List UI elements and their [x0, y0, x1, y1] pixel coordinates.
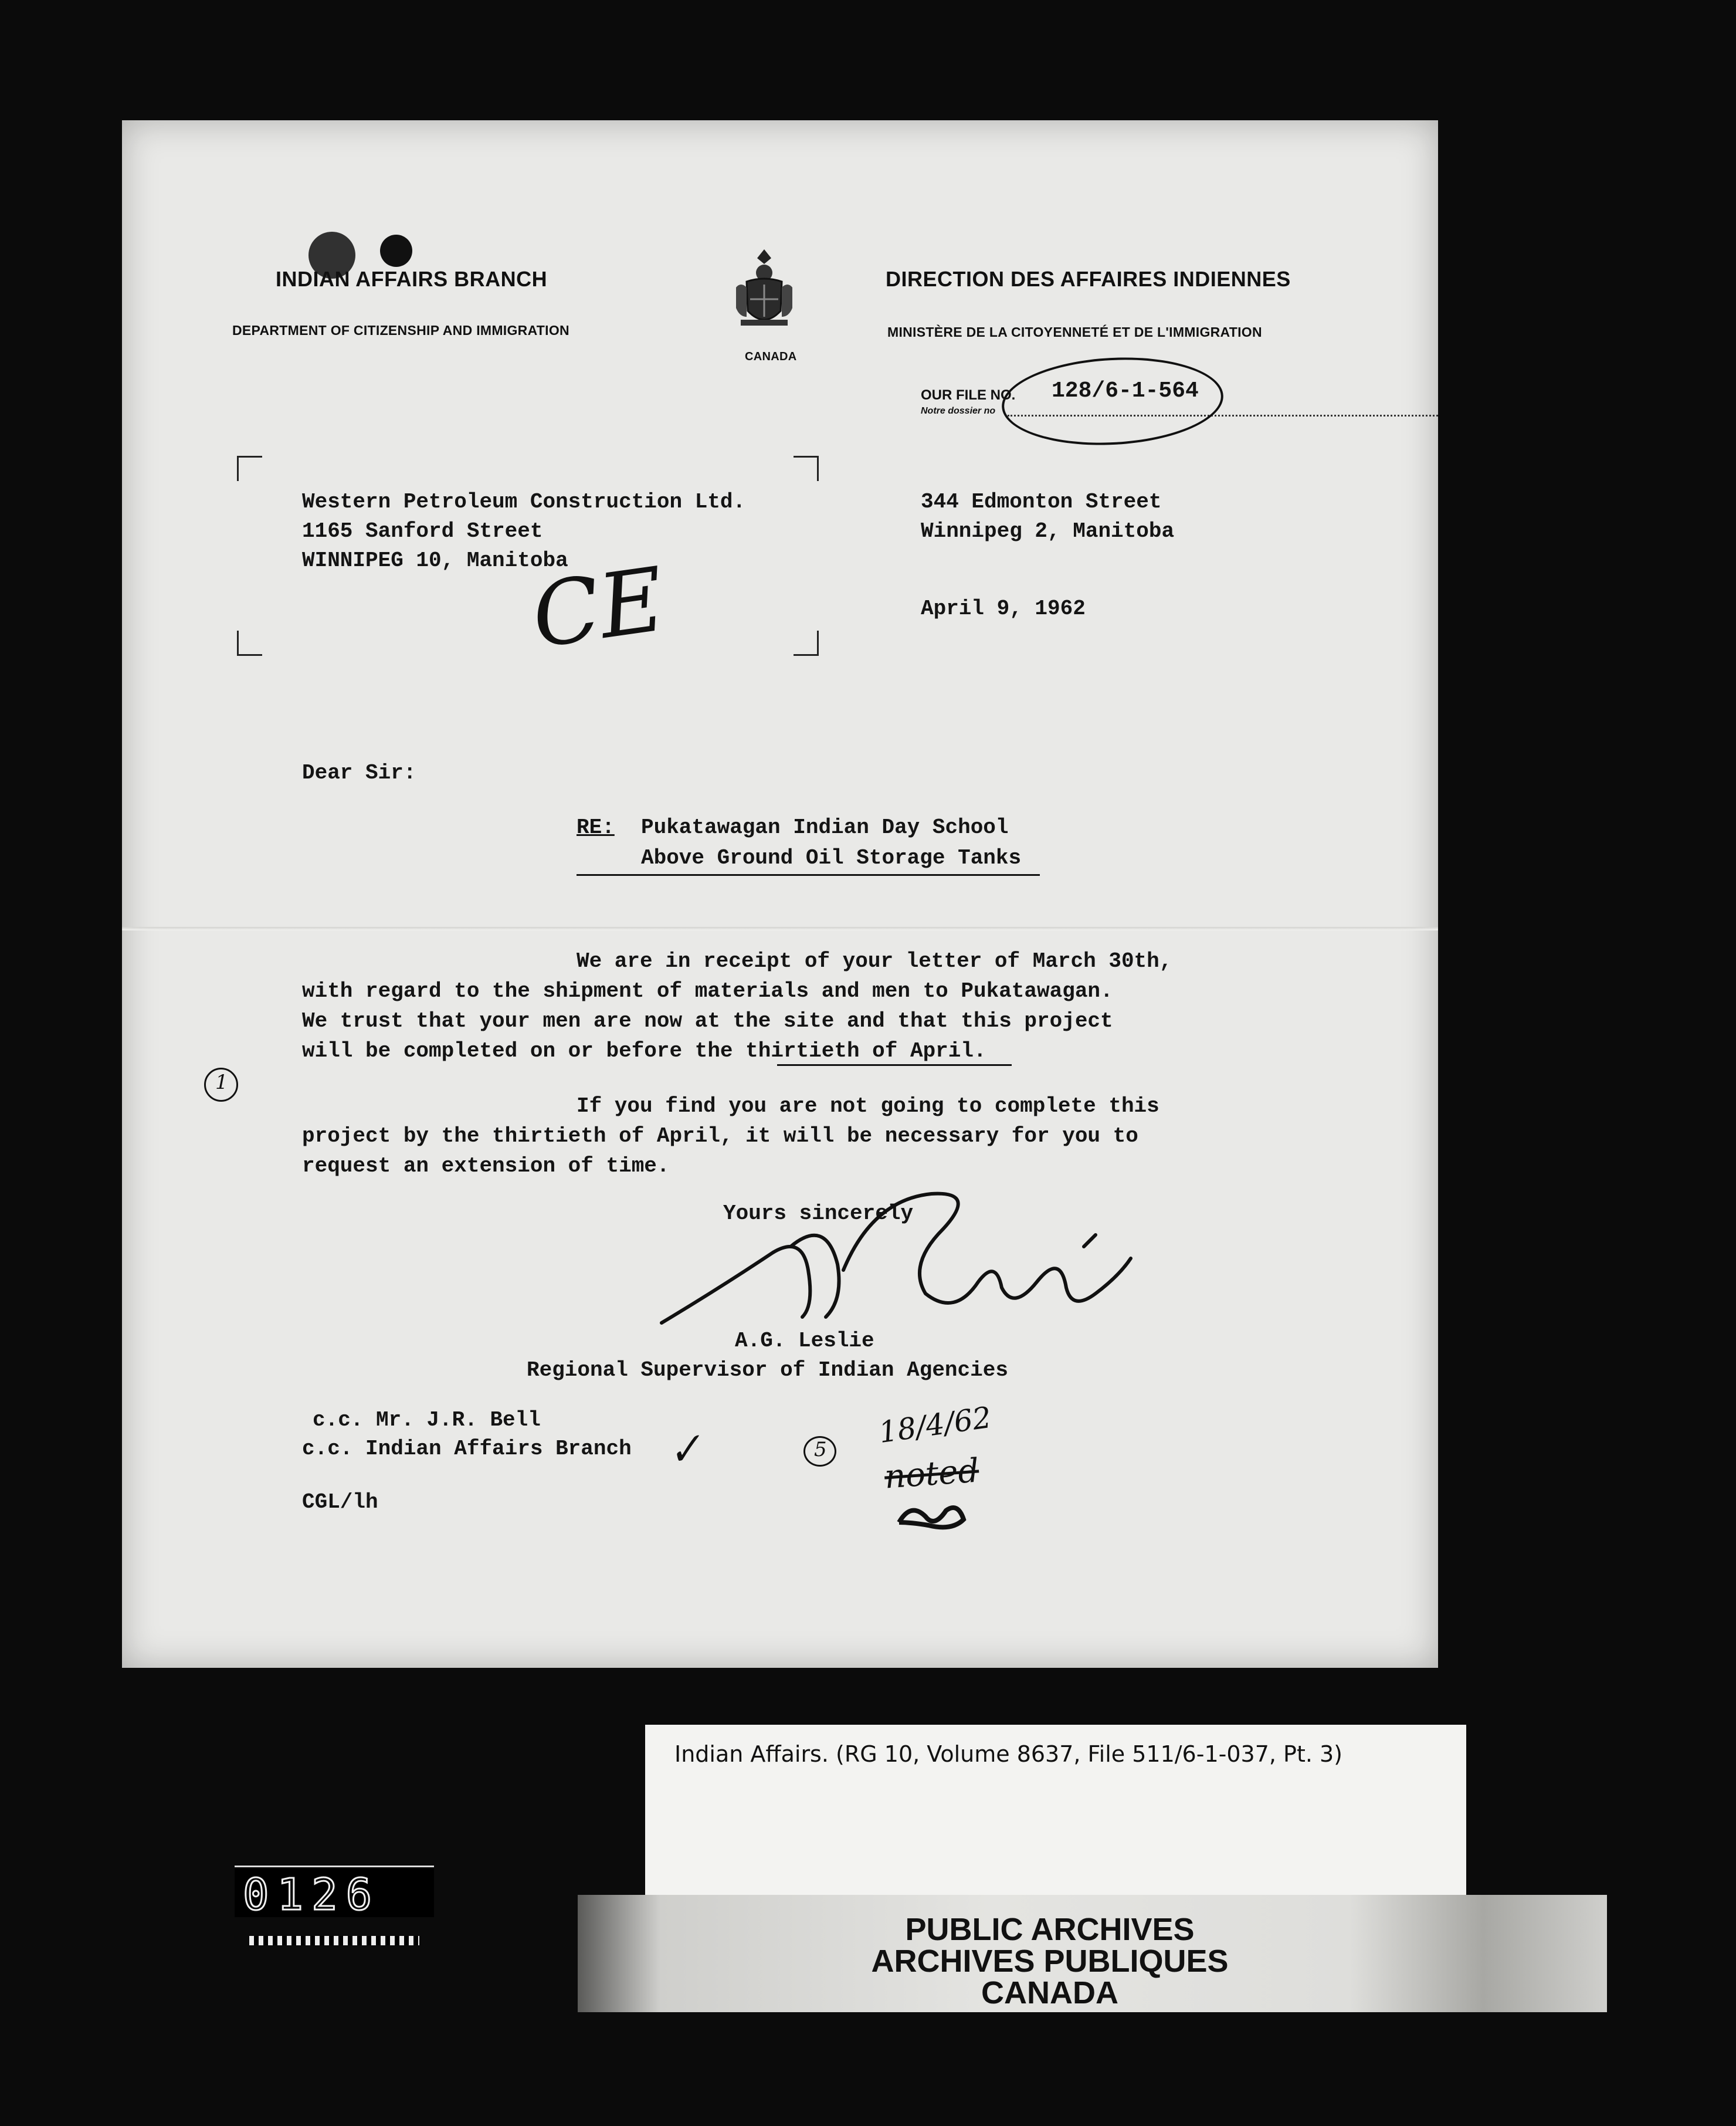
file-number-circle: [999, 352, 1225, 451]
circled-number-5: [803, 1436, 836, 1467]
subject-line-2: Above Ground Oil Storage Tanks: [641, 846, 1022, 870]
file-number: 128/6-1-564: [1052, 378, 1199, 404]
ink-blot: [380, 235, 412, 267]
body-p1-line-3: We trust that your men are now at the site and that this project: [302, 1009, 1113, 1033]
letter-date: April 9, 1962: [921, 597, 1086, 621]
closing: Yours sincerely: [723, 1201, 914, 1226]
handwritten-initials-scribble: [893, 1499, 975, 1534]
letterhead-left-title: INDIAN AFFAIRS BRANCH: [276, 267, 548, 291]
archive-line-2: ARCHIVES PUBLIQUES: [871, 1944, 1229, 1979]
crest-caption: CANADA: [745, 350, 797, 363]
sender-address-line-2: Winnipeg 2, Manitoba: [921, 519, 1175, 543]
archive-citation: Indian Affairs. (RG 10, Volume 8637, File 511/6-1-037, Pt. 3): [674, 1741, 1342, 1767]
handwritten-initials: CE: [525, 549, 671, 668]
file-label-fr: Notre dossier no: [921, 406, 996, 416]
frame-counter: [235, 1866, 434, 1920]
checkmark-icon: ✓: [663, 1423, 706, 1477]
cc-line-2: c.c. Indian Affairs Branch: [302, 1437, 632, 1461]
deadline-underline: [777, 1064, 1012, 1066]
sender-address-line-1: 344 Edmonton Street: [921, 490, 1162, 514]
window-corner-br: [794, 631, 819, 656]
canada-crest-icon: [729, 246, 799, 334]
margin-circled-number: [204, 1068, 238, 1102]
body-p2-line-3: request an extension of time.: [302, 1154, 670, 1178]
subject-line-1: Pukatawagan Indian Day School: [641, 815, 1009, 839]
body-p1-line-1: We are in receipt of your letter of March 30th,: [577, 949, 1172, 973]
window-corner-bl: [237, 631, 262, 656]
film-perforation: [249, 1936, 419, 1945]
handwritten-noted: noted: [883, 1451, 981, 1497]
body-p1-line-4: will be completed on or before the thirtieth of April.: [302, 1039, 986, 1063]
archive-stamp: [745, 1914, 1355, 2009]
window-corner-tl: [237, 456, 262, 481]
circled-number-5-text: 5: [814, 1438, 827, 1461]
body-p2-line-1: If you find you are not going to complete this: [577, 1094, 1159, 1118]
archive-citation-card: [645, 1725, 1466, 1918]
body-p2-line-2: project by the thirtieth of April, it will be necessary for you to: [302, 1124, 1138, 1148]
handwritten-signature: [650, 1182, 1178, 1346]
file-label: OUR FILE NO.: [921, 387, 1016, 403]
archive-line-3: CANADA: [981, 1975, 1118, 2010]
letterhead-right-subtitle: MINISTÈRE DE LA CITOYENNETÉ ET DE L'IMMIGRATION: [887, 324, 1262, 340]
subject-underline: [577, 874, 1040, 876]
signature-title: Regional Supervisor of Indian Agencies: [527, 1358, 1008, 1382]
window-corner-tr: [794, 456, 819, 481]
recipient-line-3: WINNIPEG 10, Manitoba: [302, 549, 568, 573]
handwritten-date-note: 18/4/62: [876, 1400, 994, 1450]
signature-name: A.G. Leslie: [735, 1329, 874, 1353]
letter-page: [122, 120, 1438, 1668]
letterhead-right-title: DIRECTION DES AFFAIRES INDIENNES: [886, 267, 1291, 291]
archive-line-1: PUBLIC ARCHIVES: [905, 1912, 1195, 1947]
body-p1-line-2: with regard to the shipment of materials and men to Pukatawagan.: [302, 979, 1113, 1003]
subject-prefix: RE:: [577, 815, 615, 839]
reference-initials: CGL/lh: [302, 1490, 378, 1514]
salutation: Dear Sir:: [302, 761, 416, 785]
cc-line-1: c.c. Mr. J.R. Bell: [313, 1408, 541, 1432]
margin-circled-number-text: 1: [215, 1071, 228, 1094]
recipient-line-1: Western Petroleum Construction Ltd.: [302, 490, 746, 514]
recipient-line-2: 1165 Sanford Street: [302, 519, 543, 543]
fold-line: [122, 927, 1438, 930]
letterhead-left-subtitle: DEPARTMENT OF CITIZENSHIP AND IMMIGRATION: [232, 323, 569, 338]
frame-number: 0126: [243, 1870, 381, 1920]
